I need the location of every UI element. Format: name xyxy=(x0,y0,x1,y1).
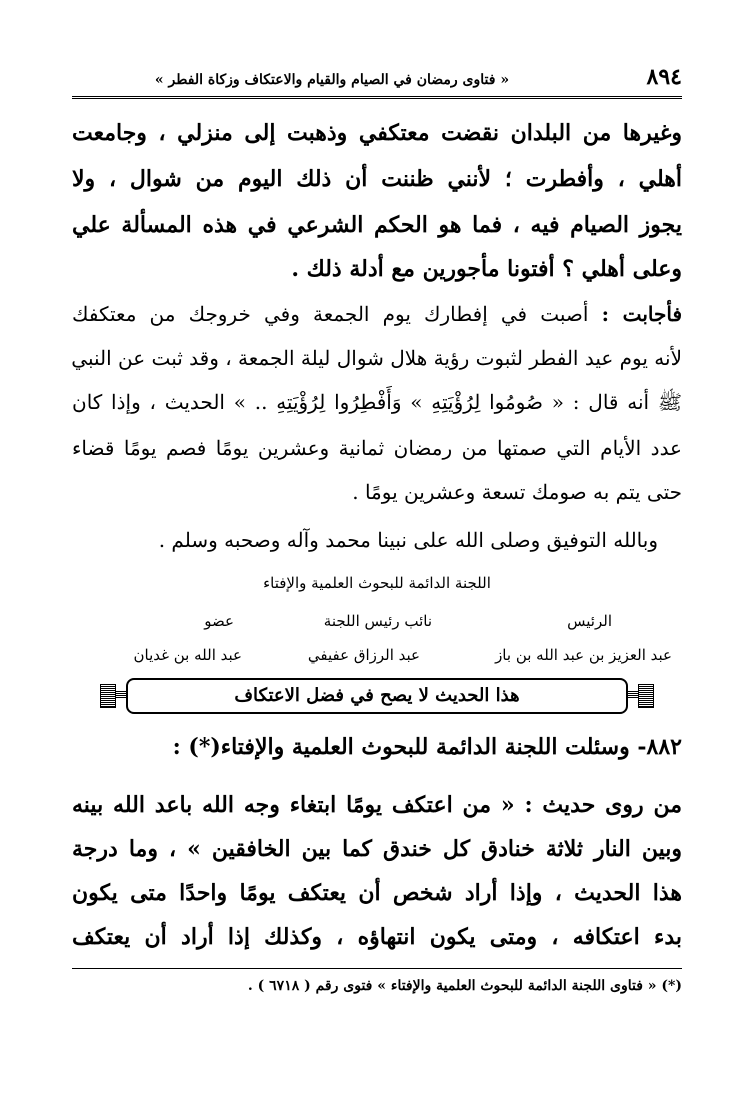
answer-line-1 xyxy=(72,302,682,326)
question-line-4: وعلى أهلي ؟ أفتونا مأجورين مع أدلة ذلك . xyxy=(291,256,682,282)
answer-line-2: لأنه يوم عيد الفطر لثبوت رؤية هلال شوال ليلة الجمعة ، وقد ثبت عن النبي xyxy=(71,346,682,370)
question-heading-text: وسئلت اللجنة الدائمة للبحوث العلمية والإفتاء(*) : xyxy=(172,734,630,760)
q882-line-2: وبين النار ثلاثة خنادق كل خندق كما بين الخافقين » ، وما درجة xyxy=(72,836,682,862)
answer-line-4: عدد الأيام التي صمتها من رمضان ثمانية وعشرين يومًا فصم يومًا قضاء xyxy=(72,436,682,460)
page-header xyxy=(72,64,682,94)
question-number: ٨٨٢- xyxy=(637,734,682,760)
header-rule xyxy=(72,96,682,99)
answer-line-5: حتى يتم به صومك تسعة وعشرين يومًا . xyxy=(352,480,682,504)
question-heading xyxy=(72,734,682,760)
running-title: « فتاوى رمضان في الصيام والقيام والاعتكاف وزكاة الفطر » xyxy=(154,72,510,88)
closing-line: وبالله التوفيق وصلى الله على نبينا محمد وآله وصحبه وسلم . xyxy=(158,528,658,552)
title-deputy: نائب رئيس اللجنة xyxy=(323,612,432,630)
banner-end-right xyxy=(638,684,654,708)
footnote-rule xyxy=(72,968,682,969)
title-chairman: الرئيس xyxy=(567,612,612,630)
question-line-1: وغيرها من البلدان نقضت معتكفي وذهبت إلى منزلي ، وجامعت xyxy=(72,120,682,146)
answer-line-3: ﷺ أنه قال : « صُومُوا لِرُؤْيَتِهِ » وَأَفْطِرُوا لِرُؤْيَتِهِ .. » الحديث ، وإذا كان xyxy=(72,390,682,414)
title-member: عضو xyxy=(204,612,234,630)
name-chairman: عبد العزيز بن عبد الله بن باز xyxy=(495,646,672,664)
q882-line-3: هذا الحديث ، وإذا أراد شخص أن يعتكف يومًا واحدًا متى يكون xyxy=(72,880,682,906)
section-banner xyxy=(112,676,642,712)
question-line-2: أهلي ، وأفطرت ؛ لأنني ظننت أن ذلك اليوم من شوال ، ولا xyxy=(72,166,682,192)
q882-line-1: من روى حديث : « من اعتكف يومًا ابتغاء وجه الله باعد الله بينه xyxy=(72,792,682,818)
answer-label: فأجابت : xyxy=(601,302,683,326)
page-number: ٨٩٤ xyxy=(646,64,682,90)
banner-end-left xyxy=(100,684,116,708)
name-member: عبد الله بن غديان xyxy=(133,646,242,664)
answer-line-1-text: أصبت في إفطارك يوم الجمعة وفي خروجك من معتكفك xyxy=(72,302,589,326)
question-line-3: يجوز الصيام فيه ، فما هو الحكم الشرعي في هذه المسألة علي xyxy=(72,212,682,238)
footnote: (*) « فتاوى اللجنة الدائمة للبحوث العلمية والإفتاء » فتوى رقم ( ٦٧١٨ ) . xyxy=(247,978,682,994)
q882-line-4: بدء اعتكافه ، ومتى يكون انتهاؤه ، وكذلك إذا أراد أن يعتكف xyxy=(72,924,682,950)
name-deputy: عبد الرزاق عفيفي xyxy=(307,646,420,664)
banner-title: هذا الحديث لا يصح في فضل الاعتكاف xyxy=(126,678,628,714)
committee-name: اللجنة الدائمة للبحوث العلمية والإفتاء xyxy=(263,574,491,592)
